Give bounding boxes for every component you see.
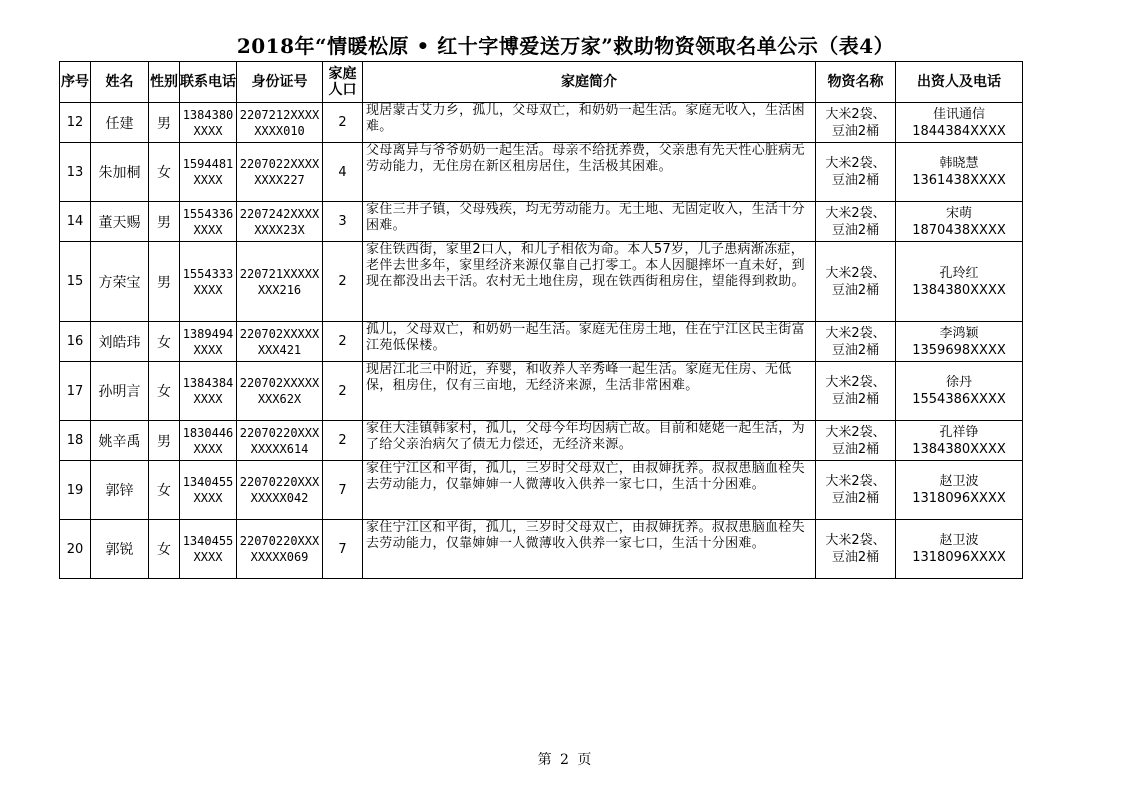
cell-donor (896, 322, 1023, 362)
cell-supply (816, 202, 896, 242)
table-row (60, 202, 1023, 242)
donor-phone: 1318096XXXX (912, 491, 1006, 506)
cell-family: 4 (323, 143, 363, 202)
supply-oil: 豆油2桶 (831, 342, 880, 358)
cell-desc: 父母离异与爷爷奶奶一起生活。母亲不给抚养费，父亲患有先天性心脏病无劳动能力，无住房在新区租房居住，生活极其困难。 (363, 143, 816, 202)
cell-id: 2207242XXXXXXXX23X (237, 202, 323, 242)
cell-desc: 家住三井子镇，父母残疾，均无劳动能力。无土地、无固定收入，生活十分困难。 (363, 202, 816, 242)
cell-supply (816, 461, 896, 520)
donor-phone: 1870438XXXX (912, 222, 1006, 238)
donor-phone: 1384380XXXX (912, 282, 1006, 298)
supply-rice: 大米2袋、 (825, 205, 886, 221)
cell-desc: 孤儿，父母双亡，和奶奶一起生活。家庭无住房土地，住在宁江区民主街富江苑低保楼。 (363, 322, 816, 362)
cell-phone: 1384380XXXX (180, 103, 237, 143)
cell-phone: 1389494XXXX (180, 322, 237, 362)
cell-id: 2207022XXXXXXXX227 (237, 143, 323, 202)
cell-phone: 1554333XXXX (180, 242, 237, 322)
cell-name: 朱加桐 (91, 143, 149, 202)
supply-oil: 豆油2桶 (831, 441, 880, 457)
header-gender: 性别 (149, 62, 180, 103)
cell-donor (896, 103, 1023, 143)
cell-seq: 17 (60, 362, 91, 421)
cell-gender: 女 (149, 520, 180, 579)
donor-name: 韩晓慧 (939, 156, 979, 171)
cell-donor (896, 143, 1023, 202)
cell-phone: 1340455XXXX (180, 461, 237, 520)
cell-phone: 1340455XXXX (180, 520, 237, 579)
cell-desc: 家住铁西街，家里2口人，和儿子相依为命。本人57岁，儿子患病渐冻症，老伴去世多年，家里经济来源仅靠自己打零工。本人因腿摔坏一直未好，到现在都没出去干活。农村无土地住房，现在铁西街租房住，望能得到救助。 (363, 242, 816, 322)
donor-name: 赵卫波 (939, 474, 979, 489)
donor-phone: 1384380XXXX (912, 441, 1006, 457)
cell-id: 220702XXXXXXXX62X (237, 362, 323, 421)
cell-family: 2 (323, 362, 363, 421)
supply-oil: 豆油2桶 (831, 282, 880, 298)
supply-rice: 大米2袋、 (825, 156, 886, 171)
cell-phone: 1594481XXXX (180, 143, 237, 202)
cell-id: 2207212XXXXXXXX010 (237, 103, 323, 143)
supply-rice: 大米2袋、 (825, 325, 886, 341)
cell-donor (896, 421, 1023, 461)
cell-name: 姚辛禹 (91, 421, 149, 461)
cell-id: 220721XXXXXXXX216 (237, 242, 323, 322)
header-seq: 序号 (60, 62, 91, 103)
donor-name: 孔祥铮 (939, 424, 979, 440)
supply-oil: 豆油2桶 (831, 392, 880, 407)
table-row (60, 322, 1023, 362)
cell-gender: 女 (149, 143, 180, 202)
header-family: 家庭人口 (323, 62, 363, 103)
cell-name: 郭锌 (91, 461, 149, 520)
cell-desc: 现居蒙古艾力乡，孤儿，父母双亡，和奶奶一起生活。家庭无收入，生活困难。 (363, 103, 816, 143)
cell-seq: 18 (60, 421, 91, 461)
page-number: 第 2 页 (537, 752, 594, 768)
donor-name: 佳讯通信 (932, 106, 985, 122)
cell-seq: 20 (60, 520, 91, 579)
cell-name: 任建 (91, 103, 149, 143)
supply-oil: 豆油2桶 (831, 173, 880, 188)
cell-seq: 16 (60, 322, 91, 362)
table-row (60, 461, 1023, 520)
cell-donor (896, 242, 1023, 322)
cell-supply (816, 421, 896, 461)
supply-rice: 大米2袋、 (825, 424, 886, 440)
cell-phone: 1830446XXXX (180, 421, 237, 461)
supply-oil: 豆油2桶 (831, 222, 880, 238)
cell-gender: 男 (149, 242, 180, 322)
cell-gender: 男 (149, 103, 180, 143)
supply-rice: 大米2袋、 (825, 106, 886, 122)
header-name: 姓名 (91, 62, 149, 103)
recipient-table (59, 61, 1023, 579)
cell-seq: 12 (60, 103, 91, 143)
cell-family: 7 (323, 520, 363, 579)
cell-name: 董天赐 (91, 202, 149, 242)
donor-name: 孔玲红 (939, 265, 979, 281)
cell-desc: 家住宁江区和平街，孤儿，三岁时父母双亡，由叔婶抚养。叔叔患脑血栓失去劳动能力，仅靠婶婶一人微薄收入供养一家七口，生活十分困难。 (363, 520, 816, 579)
header-desc: 家庭简介 (363, 62, 816, 103)
cell-phone: 1554336XXXX (180, 202, 237, 242)
supply-rice: 大米2袋、 (825, 474, 886, 489)
table-row (60, 520, 1023, 579)
cell-gender: 女 (149, 461, 180, 520)
table-row (60, 242, 1023, 322)
header-supply: 物资名称 (816, 62, 896, 103)
donor-phone: 1361438XXXX (912, 173, 1006, 188)
cell-seq: 15 (60, 242, 91, 322)
donor-phone: 1318096XXXX (912, 550, 1006, 565)
cell-supply (816, 242, 896, 322)
cell-name: 郭锐 (91, 520, 149, 579)
donor-name: 李鸿颖 (939, 325, 979, 341)
supply-rice: 大米2袋、 (825, 533, 886, 548)
cell-family: 2 (323, 421, 363, 461)
page-title: 2018年“情暖松原 • 红十字博爱送万家”救助物资领取名单公示（表4） (236, 34, 895, 58)
cell-donor (896, 520, 1023, 579)
header-id: 身份证号 (237, 62, 323, 103)
supply-rice: 大米2袋、 (825, 265, 886, 281)
cell-name: 孙明言 (91, 362, 149, 421)
cell-supply (816, 322, 896, 362)
cell-donor (896, 202, 1023, 242)
donor-name: 宋萌 (945, 205, 972, 221)
cell-name: 方荣宝 (91, 242, 149, 322)
donor-name: 赵卫波 (939, 533, 979, 548)
cell-desc: 家住大洼镇韩家村，孤儿，父母今年均因病亡故。目前和姥姥一起生活，为了给父亲治病欠了债无力偿还，无经济来源。 (363, 421, 816, 461)
cell-seq: 14 (60, 202, 91, 242)
cell-desc: 家住宁江区和平街，孤儿，三岁时父母双亡，由叔婶抚养。叔叔患脑血栓失去劳动能力，仅靠婶婶一人微薄收入供养一家七口，生活十分困难。 (363, 461, 816, 520)
cell-supply (816, 362, 896, 421)
cell-family: 3 (323, 202, 363, 242)
supply-oil: 豆油2桶 (831, 550, 880, 565)
cell-supply (816, 520, 896, 579)
cell-phone: 1384384XXXX (180, 362, 237, 421)
cell-family: 7 (323, 461, 363, 520)
header-row (60, 62, 1023, 103)
cell-seq: 13 (60, 143, 91, 202)
table-row (60, 143, 1023, 202)
cell-id: 220702XXXXXXXX421 (237, 322, 323, 362)
cell-id: 22070220XXXXXXXX069 (237, 520, 323, 579)
donor-name: 徐丹 (945, 375, 972, 390)
cell-donor (896, 362, 1023, 421)
cell-donor (896, 461, 1023, 520)
cell-gender: 男 (149, 202, 180, 242)
cell-supply (816, 143, 896, 202)
cell-name: 刘皓玮 (91, 322, 149, 362)
donor-phone: 1359698XXXX (912, 342, 1006, 358)
table-row (60, 103, 1023, 143)
table-row (60, 362, 1023, 421)
supply-oil: 豆油2桶 (831, 123, 880, 139)
donor-phone: 1554386XXXX (912, 392, 1006, 407)
cell-id: 22070220XXXXXXXX614 (237, 421, 323, 461)
table-row (60, 421, 1023, 461)
cell-gender: 女 (149, 322, 180, 362)
header-phone: 联系电话 (180, 62, 237, 103)
supply-oil: 豆油2桶 (831, 491, 880, 506)
supply-rice: 大米2袋、 (825, 375, 886, 390)
cell-family: 2 (323, 242, 363, 322)
donor-phone: 1844384XXXX (912, 123, 1006, 139)
cell-gender: 女 (149, 362, 180, 421)
cell-desc: 现居江北三中附近，弃婴，和收养人辛秀峰一起生活。家庭无住房、无低保，租房住，仅有三亩地，无经济来源，生活非常困难。 (363, 362, 816, 421)
cell-family: 2 (323, 322, 363, 362)
header-donor: 出资人及电话 (896, 62, 1023, 103)
cell-family: 2 (323, 103, 363, 143)
cell-id: 22070220XXXXXXXX042 (237, 461, 323, 520)
cell-supply (816, 103, 896, 143)
cell-seq: 19 (60, 461, 91, 520)
cell-gender: 男 (149, 421, 180, 461)
